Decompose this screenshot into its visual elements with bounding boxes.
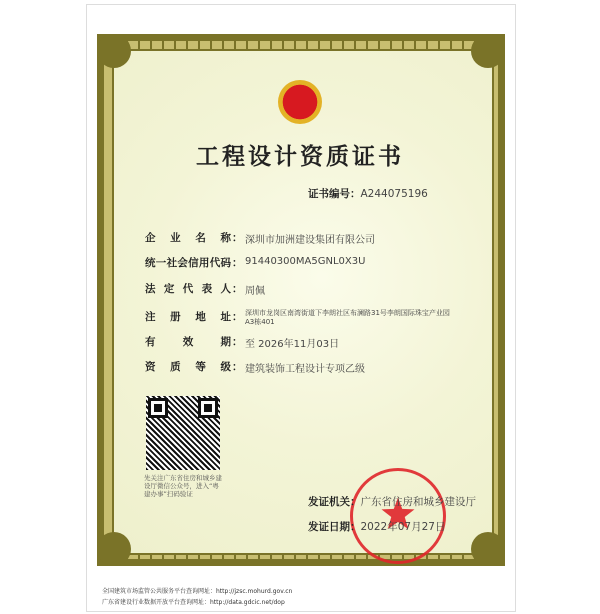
certificate-number: A244075196 — [360, 188, 428, 200]
registered-address: 深圳市龙岗区南湾街道下李朗社区布澜路31号李朗国际珠宝产业园A3栋401 — [245, 309, 450, 326]
qr-caption: 先关注广东省住房和城乡建设厅微信公众号，进入“粤建办事”扫码验证 — [144, 474, 222, 498]
corner-ornament — [97, 532, 131, 566]
issuer: 广东省住房和城乡建设厅 — [360, 496, 476, 508]
field-label: 资质等级 — [145, 361, 231, 373]
colon: ： — [232, 336, 243, 348]
credit-code: 91440300MA5GNL0X3U — [245, 256, 366, 267]
qr-code[interactable] — [146, 396, 220, 470]
colon: ： — [232, 283, 243, 295]
field-label: 注册地址 — [145, 311, 231, 323]
footer-line: 广东省建设行业数据开放平台查询网址：http://data.gdcic.net/dop — [102, 599, 285, 606]
date-row: 发证日期：2022年07月27日 — [308, 521, 446, 533]
corner-ornament — [471, 34, 505, 68]
official-seal — [350, 468, 446, 564]
legal-representative: 周佩 — [245, 286, 265, 297]
qualification-level: 建筑装饰工程设计专项乙级 — [245, 364, 365, 375]
issuer-row: 发证机关：广东省住房和城乡建设厅 — [308, 496, 476, 508]
company-name: 深圳市加洲建设集团有限公司 — [245, 235, 375, 246]
national-emblem-icon — [278, 80, 322, 124]
field-label: 法定代表人 — [145, 283, 231, 295]
colon: ： — [232, 232, 243, 244]
number-label: 证书编号：A244075196 — [308, 188, 428, 200]
corner-ornament — [471, 532, 505, 566]
validity-period: 至 2026年11月03日 — [245, 339, 340, 350]
issuer-label: 发证机关 — [308, 496, 350, 508]
field-label: 有效期 — [145, 336, 231, 348]
corner-ornament — [97, 34, 131, 68]
colon: ： — [232, 257, 243, 269]
certificate-title: 工程设计资质证书 — [196, 144, 404, 170]
issue-date: 2022年07月27日 — [360, 521, 446, 533]
colon: ： — [232, 311, 243, 323]
date-label: 发证日期 — [308, 521, 350, 533]
field-label: 企业名称 — [145, 232, 231, 244]
field-label: 统一社会信用代码 — [145, 257, 231, 269]
colon: ： — [232, 361, 243, 373]
footer-line: 全国建筑市场监管公共服务平台查询网址：http://jzsc.mohurd.gov.cn — [102, 588, 293, 595]
